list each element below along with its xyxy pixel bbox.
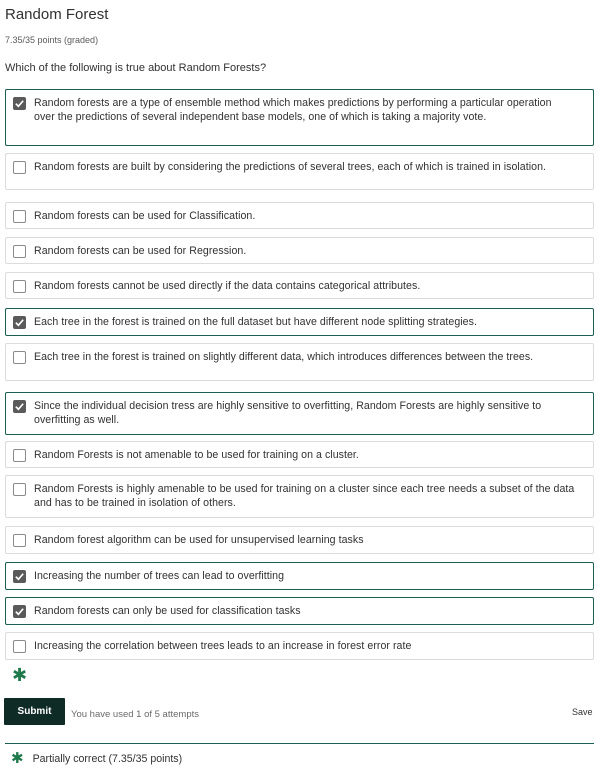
checkbox[interactable]: [13, 161, 26, 174]
checkbox[interactable]: [13, 400, 26, 413]
checkmark-icon: [14, 401, 25, 412]
option-item[interactable]: [5, 272, 594, 299]
option-label: Increasing the number of trees can lead to overfitting: [34, 570, 285, 582]
checkbox[interactable]: [13, 280, 26, 293]
option-label: Increasing the correlation between trees leads to an increase in forest error rate: [34, 640, 412, 652]
option-label: Random forests can be used for Classification.: [34, 210, 256, 222]
option-label: Random forest algorithm can be used for unsupervised learning tasks: [34, 534, 364, 546]
points-summary: 7.35/35 points (graded): [5, 35, 99, 45]
checkbox[interactable]: [13, 483, 26, 496]
checkbox[interactable]: [13, 210, 26, 223]
attempts-counter: You have used 1 of 5 attempts: [71, 709, 199, 720]
checkbox[interactable]: [13, 245, 26, 258]
option-item[interactable]: [5, 526, 594, 554]
partial-asterisk-icon: ✱: [11, 750, 24, 767]
checkmark-icon: [14, 317, 25, 328]
option-item[interactable]: [5, 562, 594, 590]
partial-asterisk-icon: ✱: [12, 665, 28, 685]
option-item[interactable]: [5, 632, 594, 660]
problem-title: Random Forest: [5, 6, 109, 23]
option-item[interactable]: [5, 343, 594, 381]
option-item[interactable]: [5, 308, 594, 336]
option-label: Random forests can only be used for classification tasks: [34, 605, 301, 617]
checkbox[interactable]: [13, 351, 26, 364]
option-label: Since the individual decision tress are highly sensitive to overfitting, Random Forests are highly sensitive to overfitting as well.: [34, 400, 542, 426]
feedback-divider: [5, 743, 594, 744]
option-label: Random forests cannot be used directly if the data contains categorical attributes.: [34, 280, 421, 292]
option-label: Each tree in the forest is trained on slightly different data, which introduces differences between the trees.: [34, 351, 534, 363]
checkmark-icon: [14, 98, 25, 109]
option-item[interactable]: [5, 392, 594, 435]
checkbox[interactable]: [13, 97, 26, 110]
feedback-text: Partially correct (7.35/35 points): [32, 752, 183, 765]
option-item[interactable]: [5, 475, 594, 518]
option-item[interactable]: [5, 237, 594, 264]
checkbox[interactable]: [13, 640, 26, 653]
option-item[interactable]: [5, 202, 594, 229]
save-button[interactable]: Save: [572, 707, 593, 717]
checkbox[interactable]: [13, 316, 26, 329]
checkmark-icon: [14, 571, 25, 582]
option-label: Random Forests is not amenable to be used for training on a cluster.: [34, 449, 359, 461]
option-label: Random forests are built by considering the predictions of several trees, each of which is trained in isolation.: [34, 161, 547, 173]
checkbox[interactable]: [13, 449, 26, 462]
option-label: Each tree in the forest is trained on the full dataset but have different node splitting strategies.: [34, 316, 477, 328]
option-label: Random forests are a type of ensemble method which makes predictions by performing a particular operation over the predictions of several independent base models, one of which is taking a majority vote.: [34, 97, 552, 123]
checkbox[interactable]: [13, 534, 26, 547]
option-item[interactable]: [5, 441, 594, 468]
submit-button[interactable]: Submit: [4, 698, 65, 725]
option-item[interactable]: [5, 89, 594, 146]
checkbox[interactable]: [13, 570, 26, 583]
feedback-message: [11, 751, 182, 766]
question-text: Which of the following is true about Random Forests?: [5, 62, 267, 74]
option-label: Random forests can be used for Regression.: [34, 245, 247, 257]
checkmark-icon: [14, 606, 25, 617]
option-label: Random Forests is highly amenable to be used for training on a cluster since each tree needs a subset of the data and has to be trained in isolation of others.: [34, 483, 575, 509]
checkbox[interactable]: [13, 605, 26, 618]
option-item[interactable]: [5, 597, 594, 625]
option-item[interactable]: [5, 153, 594, 190]
